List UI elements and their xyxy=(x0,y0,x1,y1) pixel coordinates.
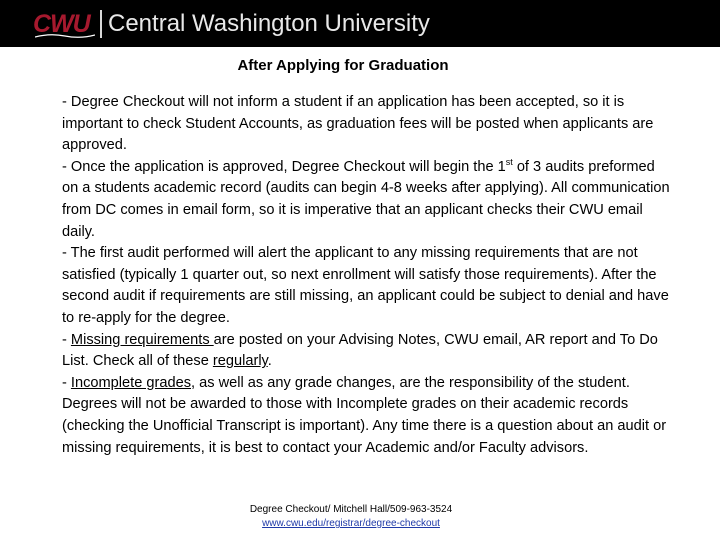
paragraph-missing-requirements xyxy=(62,330,672,373)
paragraph-lead: - xyxy=(62,374,71,391)
footer xyxy=(0,503,702,531)
logo-swoosh-icon xyxy=(35,33,95,39)
university-name: Central Washington University xyxy=(108,10,430,37)
regularly-emphasis: regularly xyxy=(212,353,268,370)
paragraph-text: - The first audit performed will alert the applicant to any missing requirements that are not satisfied (typically 1 quarter out, so next enrollment will satisfy those requirements). After the second audit if requirements are still missing, an applicant could be subject to denial and have to re-apply for the degree. xyxy=(62,245,669,326)
paragraph-text: are posted on your Advising Notes, CWU email, AR report and To Do List. Check all of these xyxy=(62,331,658,370)
paragraph-text: - Once the application is approved, Degree Checkout will begin the 1 xyxy=(62,158,506,175)
paragraph-text: , as well as any grade changes, are the responsibility of the student. Degrees will not be awarded to those with Incomplete grades on their academic records (checking the Unofficial Transcript is important). Any time there is a question about an audit or missing requirements, it is best to contact your Academic and/or Faculty advisors. xyxy=(62,374,667,456)
cwu-logo-wordmark: CWU xyxy=(33,10,90,38)
page-title: After Applying for Graduation xyxy=(237,57,449,74)
ordinal-suffix: st xyxy=(505,156,513,167)
paragraph-audits xyxy=(62,157,672,243)
footer-contact: Degree Checkout/ Mitchell Hall/509-963-3524 xyxy=(249,504,453,515)
header-divider xyxy=(100,10,102,38)
paragraph-incomplete-grades xyxy=(62,373,672,459)
paragraph-text: of 3 audits preformed on a students academic record (audits can begin 4-8 weeks after applying). All communication from DC comes in email form, so it is imperative that an applicant checks their CWU email daily. xyxy=(62,158,670,240)
degree-checkout-link[interactable]: www.cwu.edu/registrar/degree-checkout xyxy=(262,518,440,529)
body-text xyxy=(62,92,672,459)
paragraph-text: - Degree Checkout will not inform a student if an application has been accepted, so it is important to check Student Accounts, as graduation fees will be posted when applicants are approved. xyxy=(62,94,654,154)
header-bar xyxy=(0,0,720,47)
missing-requirements-emphasis: Missing requirements xyxy=(70,331,214,348)
paragraph-text: . xyxy=(267,353,272,370)
paragraph-student-accounts xyxy=(62,92,672,157)
paragraph-first-audit xyxy=(62,243,672,329)
incomplete-grades-emphasis: Incomplete grades xyxy=(70,374,191,391)
cwu-logo[interactable] xyxy=(33,9,103,39)
paragraph-lead: - xyxy=(62,331,71,348)
